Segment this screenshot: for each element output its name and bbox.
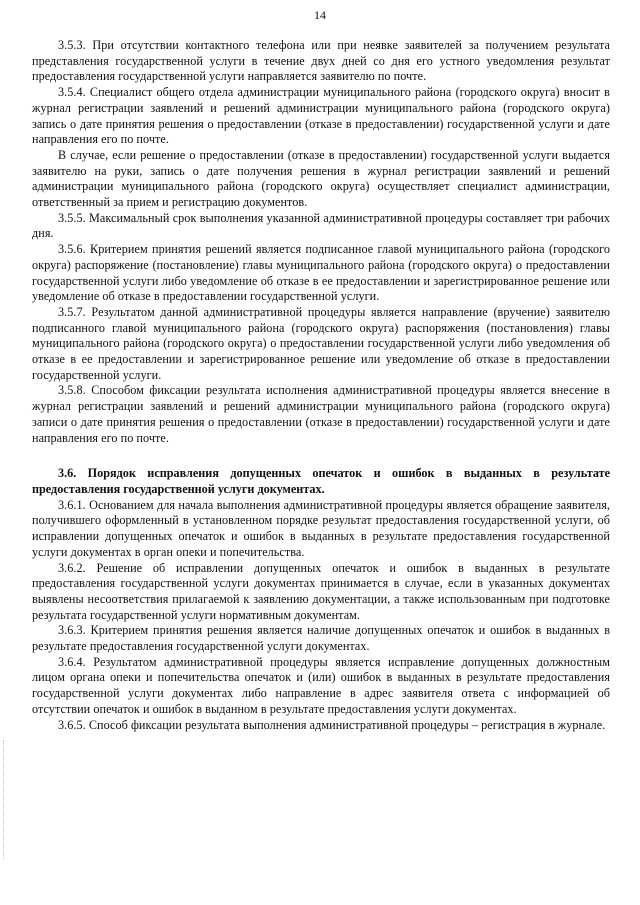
page-number: 14 — [314, 8, 326, 22]
paragraph-3-6-1: 3.6.1. Основанием для начала выполнения административной процедуры является обращение заявителя, получившего оформленный в установленном порядке результат предоставления государственной услуги, об исправлении допущенных опечаток и ошибок в выданных в результате предоставления государственной услуги документах в орган опеки и попечительства. — [32, 497, 610, 559]
section-3-6 — [32, 466, 610, 733]
paragraph-3-5-4-continued: В случае, если решение о предоставлении (отказе в предоставлении) государственной услуги выдается заявителю на руки, запись о дате получения решения в журнал регистрации заявлений и решений администрации муниципального района (городского округа) осуществляет специалист администрации, ответственный за прием и регистрацию документов. — [32, 147, 610, 210]
paragraph-3-5-6: 3.5.6. Критерием принятия решений является подписанное главой муниципального района (городского округа) распоряжение (постановление) главы муниципального района (городского округа) о предоставлении государственной услуги либо уведомление об отказе в ее предоставлении и зарегистрированное решение или уведомление об отказе в предоставлении государственной услуги. — [32, 242, 610, 304]
paragraph-3-6-3: 3.6.3. Критерием принятия решения является наличие допущенных опечаток и ошибок в выданных в результате предоставления государственной услуги документах. — [32, 623, 610, 654]
paragraph-3-6-2: 3.6.2. Решение об исправлении допущенных опечаток и ошибок в выданных в результате предоставления государственной услуги документах принимается в случае, если в указанных документах выявлены несоответствия прилагаемой к заявлению документации, а также использованным при подготовке результата государственной услуги нормативным документам. — [32, 560, 610, 622]
paragraph-3-5-4: 3.5.4. Специалист общего отдела администрации муниципального района (городского округа) вносит в журнал регистрации заявлений и решений администрации муниципального района (городского округа) запись о дате принятия решения о предоставлении (отказе в предоставлении) государственной услуги и дате направления его по почте. — [32, 85, 610, 147]
paragraph-3-6-4: 3.6.4. Результатом административной процедуры является исправление допущенных должностным лицом органа опеки и попечительства опечаток и (или) ошибок в выданных в результате предоставления государственной услуги документах либо направление в адрес заявителя ответа с информацией об отсутствии опечаток и ошибок в выданном в результате предоставления услуги документах. — [32, 654, 610, 716]
section-heading-3-6: 3.6. Порядок исправления допущенных опечаток и ошибок в выданных в результате предоставления государственной услуги документах. — [32, 466, 610, 496]
scan-margin-mark — [3, 740, 5, 860]
paragraph-3-5-3: 3.5.3. При отсутствии контактного телефона или при неявке заявителей за получением результата представления государственной услуги в течение двух дней со дня его устного уведомления результат предоставления государственной услуги направляется заявителю по почте. — [32, 38, 610, 84]
paragraph-3-6-5: 3.6.5. Способ фиксации результата выполнения административной процедуры – регистрация в журнале. — [58, 717, 606, 732]
section-3-5-tail — [32, 38, 610, 446]
paragraph-3-5-5: 3.5.5. Максимальный срок выполнения указанной административной процедуры составляет три рабочих дня. — [32, 210, 610, 241]
paragraph-3-5-7: 3.5.7. Результатом данной административной процедуры является направление (вручение) заявителю подписанного главой муниципального района (городского округа) распоряжения (постановления) главы муниципального района (городского округа) о предоставлении государственной услуги либо уведомления об отказе в ее предоставлении и зарегистрированное решение или уведомление об отказе в предоставлении государственной услуги. — [32, 304, 610, 382]
paragraph-3-5-8: 3.5.8. Способом фиксации результата исполнения административной процедуры является внесение в журнал регистрации заявлений и решений администрации муниципального района (городского округа) записи о дате принятия решения о предоставлении (отказе в предоставлении) государственной услуги и дате направления его по почте. — [32, 383, 610, 445]
